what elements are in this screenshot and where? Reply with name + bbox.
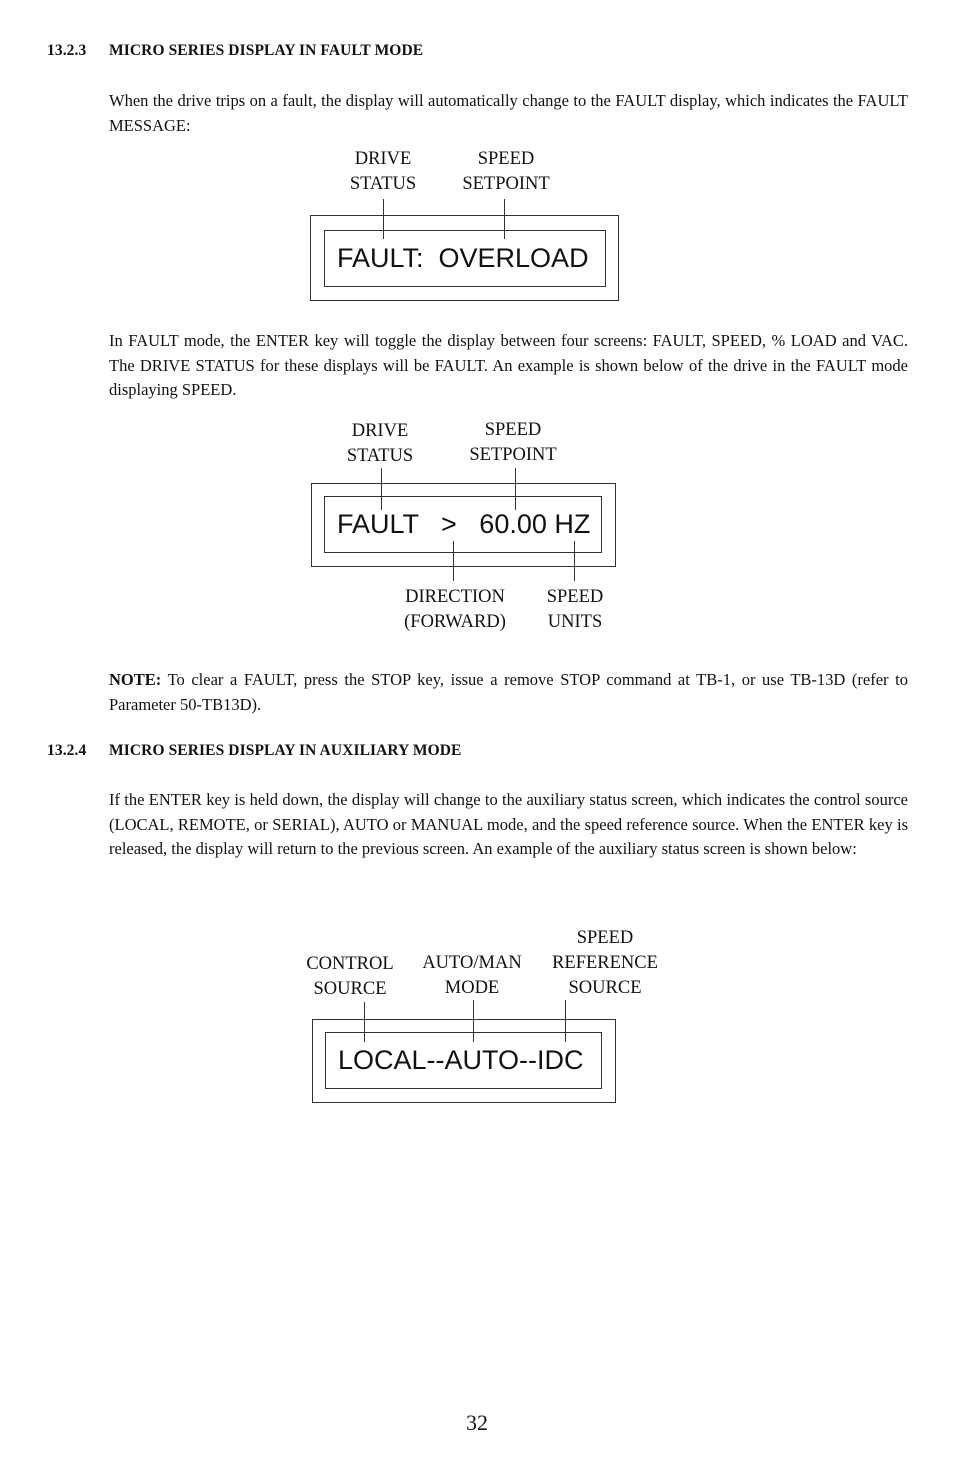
- section-heading-13-2-3: [47, 42, 423, 60]
- section-number: 13.2.4: [47, 742, 87, 759]
- section-title: MICRO SERIES DISPLAY IN AUXILIARY MODE: [109, 742, 462, 759]
- speed-setpoint-label: SPEED SETPOINT: [462, 149, 550, 194]
- fault-intro-paragraph: When the drive trips on a fault, the display will automatically change to the FAULT display, which indicates the FAULT MESSAGE:: [109, 91, 908, 135]
- lcd-display-screen: LOCAL--AUTO--IDC: [325, 1032, 602, 1089]
- direction-pointer: [453, 541, 454, 581]
- section-title: MICRO SERIES DISPLAY IN FAULT MODE: [109, 42, 424, 59]
- auto-man-mode-label: AUTO/MAN MODE: [422, 953, 522, 998]
- note-paragraph: [109, 668, 908, 717]
- section-number: 13.2.3: [47, 42, 87, 59]
- lcd-display-screen: FAULT: OVERLOAD: [324, 230, 606, 287]
- speed-reference-source-label: SPEED REFERENCE SOURCE: [552, 928, 658, 998]
- section-heading-13-2-4: [47, 742, 462, 760]
- lcd-display-screen: FAULT > 60.00 HZ: [324, 496, 602, 553]
- direction-label: DIRECTION (FORWARD): [404, 587, 506, 632]
- drive-status-label: DRIVE STATUS: [346, 421, 414, 466]
- speed-units-label: SPEED UNITS: [546, 587, 604, 632]
- auxiliary-intro-paragraph: If the ENTER key is held down, the display will change to the auxiliary status screen, which indicates the control source (LOCAL, REMOTE, or SERIAL), AUTO or MANUAL mode, and the speed reference source. When the ENTER key is released, the display will return to the previous screen. An example of the auxiliary status screen is shown below:: [109, 790, 908, 858]
- fault-mode-paragraph: In FAULT mode, the ENTER key will toggle the display between four screens: FAULT, SPEED, % LOAD and VAC. The DRIVE STATUS for these displays will be FAULT. An example is shown below of the drive in the FAULT mode displaying SPEED.: [109, 331, 908, 399]
- control-source-label: CONTROL SOURCE: [306, 954, 394, 999]
- note-label: NOTE:: [109, 670, 162, 689]
- note-text: To clear a FAULT, press the STOP key, issue a remove STOP command at TB-1, or use TB-13D (refer to Parameter 50-TB13D).: [109, 670, 908, 714]
- page-number: 32: [466, 1410, 488, 1435]
- speed-units-pointer: [574, 541, 575, 581]
- speed-setpoint-label: SPEED SETPOINT: [469, 420, 557, 465]
- drive-status-label: DRIVE STATUS: [349, 149, 417, 194]
